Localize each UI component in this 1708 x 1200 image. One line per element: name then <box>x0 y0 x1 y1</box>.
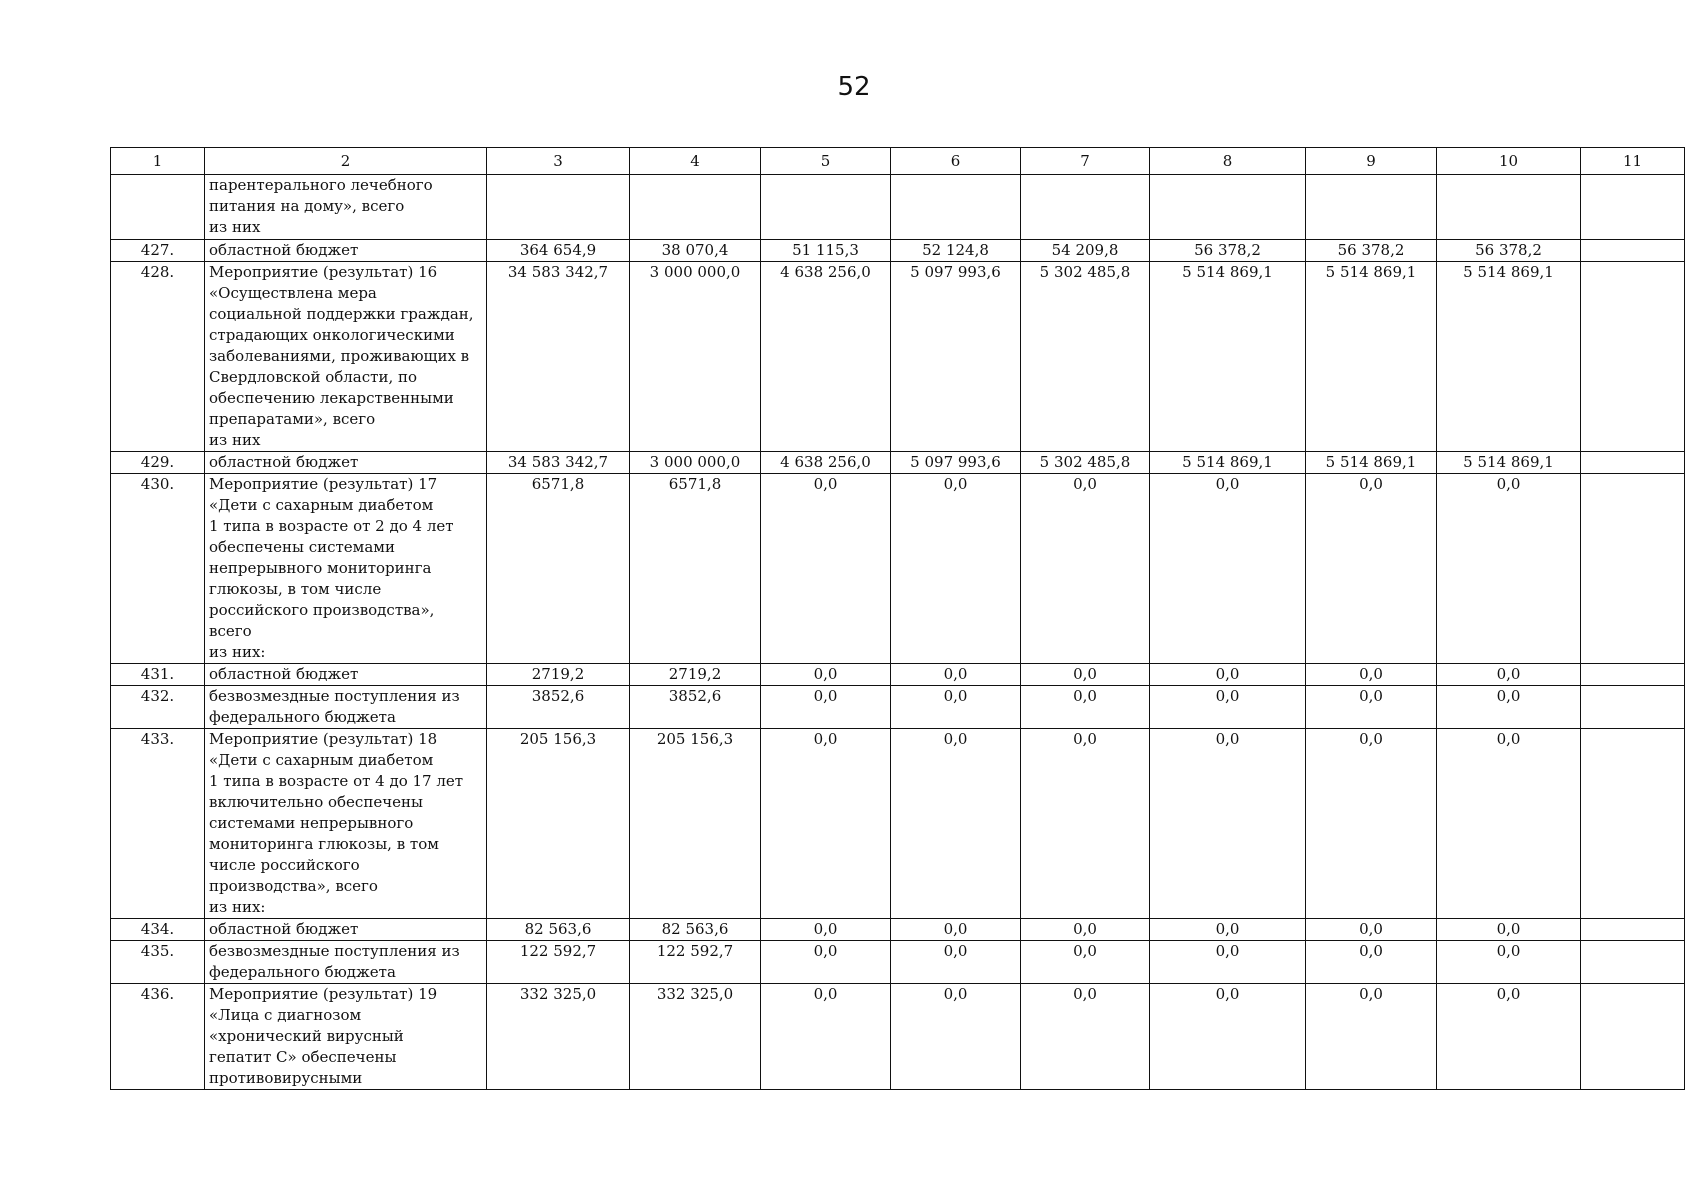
value-cell <box>1581 686 1685 729</box>
value-cell: 0,0 <box>891 664 1021 686</box>
value-cell <box>761 175 891 240</box>
row-description: областной бюджет <box>205 452 487 474</box>
value-cell: 38 070,4 <box>630 240 761 262</box>
value-cell <box>1581 664 1685 686</box>
value-cell: 0,0 <box>1150 664 1306 686</box>
value-cell: 0,0 <box>761 474 891 664</box>
value-cell: 0,0 <box>1437 474 1581 664</box>
value-cell: 3 000 000,0 <box>630 452 761 474</box>
value-cell: 3 000 000,0 <box>630 262 761 452</box>
row-number: 431. <box>111 664 205 686</box>
value-cell: 34 583 342,7 <box>487 262 630 452</box>
value-cell: 122 592,7 <box>630 941 761 984</box>
value-cell: 6571,8 <box>630 474 761 664</box>
table-body <box>111 175 1685 1090</box>
table-row <box>111 984 1685 1090</box>
header-cell: 8 <box>1150 148 1306 175</box>
row-description: областной бюджет <box>205 664 487 686</box>
value-cell: 5 514 869,1 <box>1306 262 1437 452</box>
value-cell: 5 302 485,8 <box>1021 452 1150 474</box>
value-cell: 5 097 993,6 <box>891 452 1021 474</box>
row-number: 432. <box>111 686 205 729</box>
value-cell: 332 325,0 <box>630 984 761 1090</box>
value-cell: 0,0 <box>1306 729 1437 919</box>
value-cell: 4 638 256,0 <box>761 452 891 474</box>
header-row <box>111 148 1685 175</box>
row-description: Мероприятие (результат) 18 «Дети с сахарным диабетом 1 типа в возрасте от 4 до 17 лет включительно обеспечены системами непрерывного мониторинга глюкозы, в том числе российского производства», всего из них: <box>205 729 487 919</box>
value-cell: 52 124,8 <box>891 240 1021 262</box>
value-cell <box>1581 175 1685 240</box>
value-cell: 0,0 <box>1150 686 1306 729</box>
value-cell: 0,0 <box>1437 664 1581 686</box>
row-description: областной бюджет <box>205 240 487 262</box>
value-cell: 5 514 869,1 <box>1306 452 1437 474</box>
value-cell: 0,0 <box>1306 686 1437 729</box>
row-description: безвозмездные поступления из федерального бюджета <box>205 941 487 984</box>
value-cell: 56 378,2 <box>1150 240 1306 262</box>
table-row <box>111 175 1685 240</box>
table-row <box>111 919 1685 941</box>
value-cell <box>487 175 630 240</box>
row-description: Мероприятие (результат) 17 «Дети с сахарным диабетом 1 типа в возрасте от 2 до 4 лет обеспечены системами непрерывного мониторинга глюкозы, в том числе российского производства», всего из них: <box>205 474 487 664</box>
row-number: 436. <box>111 984 205 1090</box>
row-number: 430. <box>111 474 205 664</box>
header-cell: 6 <box>891 148 1021 175</box>
row-number: 435. <box>111 941 205 984</box>
value-cell: 0,0 <box>761 664 891 686</box>
value-cell: 0,0 <box>1021 919 1150 941</box>
row-number: 428. <box>111 262 205 452</box>
value-cell: 5 302 485,8 <box>1021 262 1150 452</box>
value-cell: 3852,6 <box>630 686 761 729</box>
value-cell: 0,0 <box>1437 941 1581 984</box>
header-cell: 3 <box>487 148 630 175</box>
value-cell: 0,0 <box>761 984 891 1090</box>
row-description: областной бюджет <box>205 919 487 941</box>
value-cell: 5 514 869,1 <box>1437 452 1581 474</box>
value-cell: 0,0 <box>891 919 1021 941</box>
table-row <box>111 452 1685 474</box>
value-cell: 0,0 <box>761 729 891 919</box>
value-cell: 2719,2 <box>630 664 761 686</box>
value-cell: 0,0 <box>1306 664 1437 686</box>
header-cell: 2 <box>205 148 487 175</box>
value-cell: 0,0 <box>1306 941 1437 984</box>
value-cell: 4 638 256,0 <box>761 262 891 452</box>
value-cell: 0,0 <box>1437 984 1581 1090</box>
value-cell <box>1581 984 1685 1090</box>
value-cell: 0,0 <box>1021 664 1150 686</box>
table-row <box>111 262 1685 452</box>
row-number: 433. <box>111 729 205 919</box>
value-cell: 0,0 <box>891 984 1021 1090</box>
value-cell: 0,0 <box>1021 686 1150 729</box>
row-description: парентерального лечебного питания на дому», всего из них <box>205 175 487 240</box>
value-cell: 0,0 <box>1306 984 1437 1090</box>
value-cell: 56 378,2 <box>1306 240 1437 262</box>
value-cell: 0,0 <box>891 941 1021 984</box>
value-cell: 205 156,3 <box>487 729 630 919</box>
value-cell: 0,0 <box>1021 941 1150 984</box>
value-cell: 0,0 <box>1150 941 1306 984</box>
row-number: 429. <box>111 452 205 474</box>
header-cell: 1 <box>111 148 205 175</box>
value-cell: 0,0 <box>1021 474 1150 664</box>
value-cell: 2719,2 <box>487 664 630 686</box>
value-cell: 205 156,3 <box>630 729 761 919</box>
table-row <box>111 474 1685 664</box>
value-cell: 0,0 <box>1150 984 1306 1090</box>
value-cell: 0,0 <box>1150 474 1306 664</box>
row-description: Мероприятие (результат) 16 «Осуществлена мера социальной поддержки граждан, страдающих онкологическими заболеваниями, проживающих в Свердловской области, по обеспечению лекарственными препаратами», всего из них <box>205 262 487 452</box>
value-cell: 122 592,7 <box>487 941 630 984</box>
value-cell: 0,0 <box>891 474 1021 664</box>
value-cell <box>630 175 761 240</box>
value-cell: 332 325,0 <box>487 984 630 1090</box>
value-cell: 0,0 <box>1306 474 1437 664</box>
value-cell <box>891 175 1021 240</box>
value-cell: 0,0 <box>1437 919 1581 941</box>
value-cell <box>1437 175 1581 240</box>
value-cell: 0,0 <box>761 919 891 941</box>
value-cell <box>1581 262 1685 452</box>
value-cell: 364 654,9 <box>487 240 630 262</box>
table-row <box>111 664 1685 686</box>
value-cell: 0,0 <box>1150 919 1306 941</box>
value-cell <box>1150 175 1306 240</box>
value-cell: 6571,8 <box>487 474 630 664</box>
value-cell: 0,0 <box>891 729 1021 919</box>
value-cell: 5 514 869,1 <box>1437 262 1581 452</box>
value-cell <box>1581 729 1685 919</box>
row-number <box>111 175 205 240</box>
row-number: 434. <box>111 919 205 941</box>
value-cell <box>1581 919 1685 941</box>
header-cell: 5 <box>761 148 891 175</box>
header-cell: 9 <box>1306 148 1437 175</box>
value-cell: 0,0 <box>1437 686 1581 729</box>
row-description: Мероприятие (результат) 19 «Лица с диагнозом «хронический вирусный гепатит С» обеспечены противовирусными <box>205 984 487 1090</box>
value-cell: 5 097 993,6 <box>891 262 1021 452</box>
value-cell: 51 115,3 <box>761 240 891 262</box>
value-cell: 82 563,6 <box>487 919 630 941</box>
value-cell: 0,0 <box>1021 729 1150 919</box>
table-row <box>111 240 1685 262</box>
value-cell <box>1581 452 1685 474</box>
value-cell: 0,0 <box>1021 984 1150 1090</box>
value-cell: 5 514 869,1 <box>1150 262 1306 452</box>
value-cell: 0,0 <box>761 686 891 729</box>
value-cell <box>1021 175 1150 240</box>
row-description: безвозмездные поступления из федерального бюджета <box>205 686 487 729</box>
table-row <box>111 729 1685 919</box>
value-cell <box>1581 474 1685 664</box>
value-cell <box>1306 175 1437 240</box>
budget-table <box>110 147 1685 1090</box>
header-cell: 11 <box>1581 148 1685 175</box>
value-cell: 0,0 <box>1306 919 1437 941</box>
page-number: 52 <box>837 72 871 102</box>
value-cell: 0,0 <box>1437 729 1581 919</box>
table-row <box>111 686 1685 729</box>
table-row <box>111 941 1685 984</box>
value-cell: 56 378,2 <box>1437 240 1581 262</box>
row-number: 427. <box>111 240 205 262</box>
value-cell: 82 563,6 <box>630 919 761 941</box>
value-cell: 0,0 <box>761 941 891 984</box>
value-cell <box>1581 941 1685 984</box>
value-cell: 54 209,8 <box>1021 240 1150 262</box>
value-cell: 34 583 342,7 <box>487 452 630 474</box>
value-cell: 0,0 <box>891 686 1021 729</box>
value-cell: 3852,6 <box>487 686 630 729</box>
value-cell <box>1581 240 1685 262</box>
value-cell: 0,0 <box>1150 729 1306 919</box>
header-cell: 7 <box>1021 148 1150 175</box>
header-cell: 4 <box>630 148 761 175</box>
header-cell: 10 <box>1437 148 1581 175</box>
value-cell: 5 514 869,1 <box>1150 452 1306 474</box>
